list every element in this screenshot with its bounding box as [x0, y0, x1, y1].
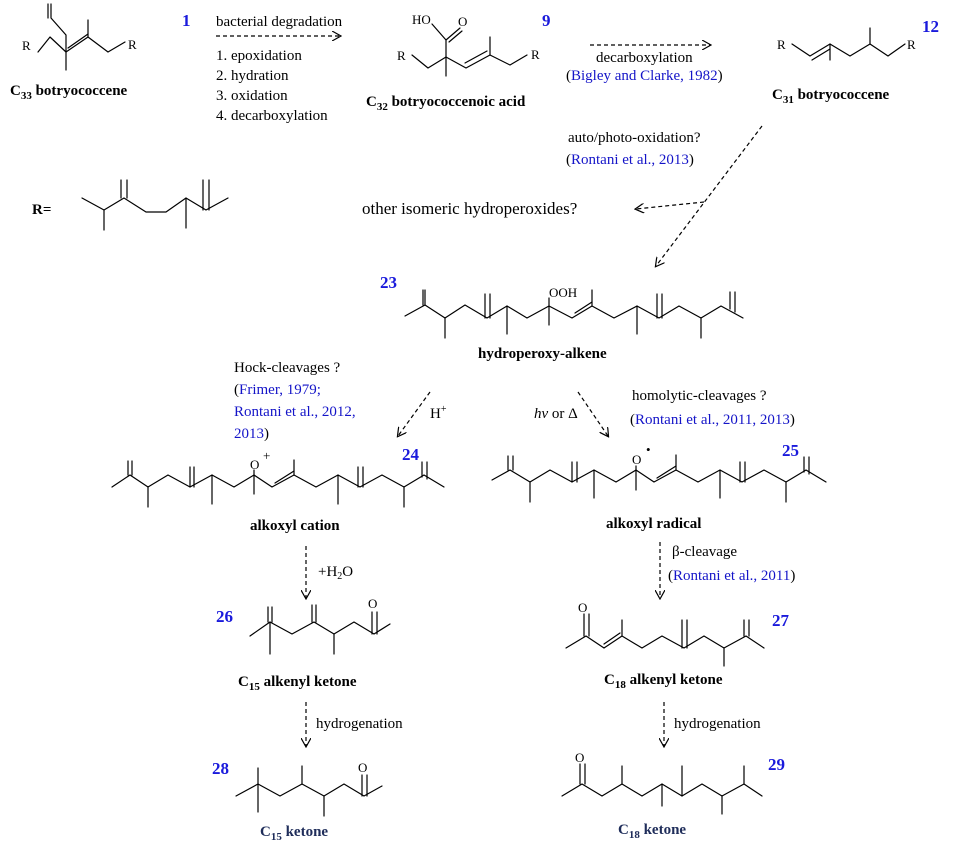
structure-c15-ketone — [236, 760, 382, 816]
arrow-isomeric — [636, 202, 704, 209]
compound-number-12: 12 — [922, 17, 939, 36]
compound-name-9: $C_{32}$ botryococcenoic acid — [366, 94, 526, 113]
isomeric-label: other isomeric hydroperoxides? — [362, 199, 578, 218]
compound-name-27: $C_{18}$ alkenyl ketone — [604, 672, 723, 691]
atom-r: R — [531, 47, 540, 62]
structure-c32-acid — [397, 12, 540, 76]
hock-ref-line-1: (Frimer, 1979; — [234, 382, 321, 398]
compound-number-1: 1 — [182, 11, 191, 30]
hydrogenation-label-right: hydrogenation — [674, 716, 761, 732]
degradation-step-1: 1. epoxidation — [216, 48, 302, 64]
structure-r-group — [82, 180, 228, 230]
structure-alkoxyl-radical — [492, 442, 826, 502]
structure-c15-alkenyl-ketone — [250, 596, 390, 654]
compound-name-23: hydroperoxy-alkene — [478, 346, 607, 362]
positive-charge: + — [263, 448, 271, 463]
atom-o-ketone: O — [575, 750, 585, 765]
structure-alkoxyl-cation — [112, 448, 444, 507]
atom-o-ketone: O — [578, 600, 588, 615]
degradation-title: bacterial degradation — [216, 14, 343, 30]
atom-r: R — [777, 37, 786, 52]
compound-number-29: 29 — [768, 755, 785, 774]
compound-name-12: $C_{31}$ botryococcene — [772, 87, 890, 106]
atom-ho: HO — [412, 12, 431, 27]
atom-r: R — [907, 37, 916, 52]
atom-o-ketone: O — [368, 596, 378, 611]
homolytic-label: homolytic-cleavages ? — [632, 388, 767, 404]
beta-cleavage-label: β-cleavage — [672, 544, 738, 560]
compound-name-1: $C_{33}$ botryococcene — [10, 83, 128, 102]
h-plus-label: H+ — [430, 404, 447, 422]
hock-ref-line-3: 2013) — [234, 426, 269, 442]
compound-number-23: 23 — [380, 273, 397, 292]
structure-c18-ketone — [562, 750, 762, 814]
arrow-autoox — [656, 126, 762, 266]
atom-r: R — [128, 37, 137, 52]
hv-label: hν or Δ — [534, 406, 578, 422]
compound-number-27: 27 — [772, 611, 789, 630]
hock-label: Hock-cleavages ? — [234, 360, 341, 376]
structure-c31-botryococcene — [777, 28, 916, 60]
arrow-homolytic — [578, 392, 608, 436]
compound-number-24: 24 — [402, 445, 419, 464]
degradation-step-4: 4. decarboxylation — [216, 108, 328, 124]
water-label: $+H_2O$ — [318, 564, 354, 582]
compound-name-29: $C_{18}$ ketone — [618, 822, 687, 841]
compound-number-9: 9 — [542, 11, 551, 30]
compound-name-28: $C_{15}$ ketone — [260, 824, 329, 843]
beta-reference: (Rontani et al., 2011) — [668, 568, 796, 584]
decarb-reference: (Bigley and Clarke, 1982) — [566, 68, 723, 84]
autoox-label: auto/photo-oxidation? — [568, 130, 701, 146]
decarboxylation-label: decarboxylation — [596, 50, 693, 66]
hydrogenation-label-left: hydrogenation — [316, 716, 403, 732]
homolytic-reference: (Rontani et al., 2011, 2013) — [630, 412, 795, 428]
compound-name-25: alkoxyl radical — [606, 516, 702, 532]
compound-number-28: 28 — [212, 759, 229, 778]
arrow-hock — [398, 392, 430, 436]
compound-name-26: $C_{15}$ alkenyl ketone — [238, 674, 357, 693]
autoox-reference: (Rontani et al., 2013) — [566, 152, 694, 168]
compound-number-25: 25 — [782, 441, 799, 460]
r-definition-label: R= — [32, 202, 52, 218]
atom-o-radical: O — [632, 452, 642, 467]
atom-r: R — [397, 48, 406, 63]
atom-o: O — [458, 14, 468, 29]
degradation-step-2: 2. hydration — [216, 68, 289, 84]
structure-hydroperoxy-alkene — [405, 285, 743, 338]
hock-ref-line-2: Rontani et al., 2012, — [234, 404, 356, 420]
compound-name-24: alkoxyl cation — [250, 518, 340, 534]
atom-ooh: OOH — [549, 285, 578, 300]
structure-c33-botryococcene — [22, 4, 137, 70]
atom-o-cation: O — [250, 457, 260, 472]
radical-dot: • — [646, 442, 651, 457]
structure-c18-alkenyl-ketone — [566, 600, 764, 666]
atom-r: R — [22, 38, 31, 53]
atom-o-ketone: O — [358, 760, 368, 775]
compound-number-26: 26 — [216, 607, 233, 626]
degradation-step-3: 3. oxidation — [216, 88, 288, 104]
